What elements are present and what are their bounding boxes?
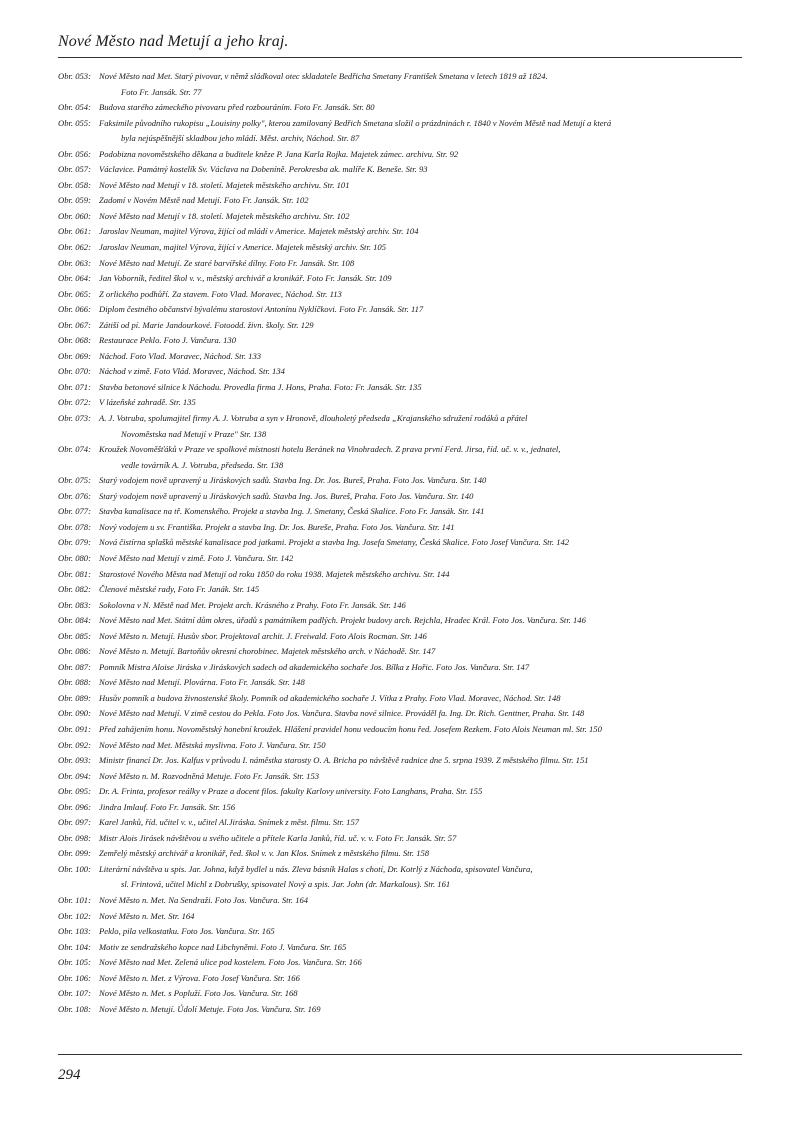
figure-number: Obr. 105: [58, 957, 91, 968]
caption-entry [58, 955, 748, 971]
caption-text [99, 69, 748, 100]
figure-number: Obr. 074: [58, 444, 91, 455]
caption-text [99, 815, 748, 831]
caption-entry [58, 364, 748, 380]
caption-text [99, 411, 748, 442]
caption-continuation-line: Foto Fr. Jansák. Str. 77 [121, 86, 202, 97]
caption-text [99, 629, 748, 645]
caption-entry [58, 769, 748, 785]
caption-entry [58, 831, 748, 847]
caption-line: Pomník Mistra Aloise Jiráska v Jiráskových sadech od akademického sochaře Jos. Bílka z Hořic. Foto Jos. Vančura. Str. 147 [99, 661, 530, 672]
caption-entry [58, 675, 748, 691]
caption-text [99, 349, 748, 365]
caption-entry [58, 271, 748, 287]
caption-text [99, 831, 748, 847]
figure-number: Obr. 063: [58, 257, 91, 268]
caption-line: Restaurace Peklo. Foto J. Vančura. 130 [99, 335, 236, 346]
figure-number: Obr. 107: [58, 988, 91, 999]
figure-number: Obr. 066: [58, 304, 91, 315]
caption-text [99, 644, 748, 660]
caption-entry [58, 504, 748, 520]
caption-text [99, 675, 748, 691]
caption-text [99, 706, 748, 722]
caption-line: Husův pomník a budova živnostenské školy. Pomník od akademického sochaře J. Vítka z Prahy. Foto Vlad. Moravec, Náchod. Str. 148 [99, 692, 561, 703]
caption-entry [58, 411, 748, 442]
figure-number: Obr. 086: [58, 646, 91, 657]
caption-line: Sokolovna v N. Městě nad Met. Projekt arch. Krásného z Prahy. Foto Fr. Jansák. Str. 146 [99, 599, 406, 610]
caption-line: Zátiší od pí. Marie Jandourkové. Fotoodd. živn. školy. Str. 129 [99, 319, 314, 330]
figure-number: Obr. 068: [58, 335, 91, 346]
figure-number: Obr. 079: [58, 537, 91, 548]
caption-text [99, 395, 748, 411]
caption-line: Nové Město n. Met. s Popluží. Foto Jos. Vančura. Str. 168 [99, 988, 298, 999]
caption-entry [58, 738, 748, 754]
caption-line: Nové Město n. Met. Na Sendraži. Foto Jos. Vančura. Str. 164 [99, 894, 309, 905]
caption-text [99, 147, 748, 163]
caption-line: Nové Město nad Met. Státní dům okres, úřadů s památníkem padlých. Projekt budovy arch. Rejchla, Hradec Král. Foto Jos. Vančura. Str. 146 [99, 615, 586, 626]
page-header-title: Nové Město nad Metují a jeho kraj. [58, 33, 289, 50]
caption-entry [58, 644, 748, 660]
caption-line: Nové Město n. Metují. Husův sbor. Projektoval archit. J. Freiwald. Foto Alois Rocman. Str. 146 [99, 630, 427, 641]
figure-number: Obr. 072: [58, 397, 91, 408]
caption-line: Diplom čestného občanství bývalému starostovi Antonínu Nyklíčkovi. Foto Fr. Jansák. Str. 117 [99, 304, 424, 315]
caption-entry [58, 660, 748, 676]
caption-line: Nové Město nad Met. Starý pivovar, v němž sládkoval otec skladatele Bedřicha Smetany František Smetana v letech 1819 až 1824. [99, 71, 548, 81]
caption-line: Před zahájením honu. Novoměstský honební kroužek. Hlášení pravidel honu vedoucím honu řed. Josefem Rezkem. Foto Alois Neuman ml. Str. 150 [99, 723, 602, 734]
figure-number: Obr. 060: [58, 210, 91, 221]
caption-line: Zadomí v Novém Městě nad Metují. Foto Fr. Jansák. Str. 102 [99, 195, 309, 206]
caption-line: Peklo, pila velkostatku. Foto Jos. Vančura. Str. 165 [99, 926, 275, 937]
figure-number: Obr. 096: [58, 801, 91, 812]
figure-number: Obr. 070: [58, 366, 91, 377]
caption-text [99, 489, 748, 505]
caption-entry [58, 302, 748, 318]
caption-text [99, 178, 748, 194]
figure-number: Obr. 106: [58, 972, 91, 983]
caption-text [99, 971, 748, 987]
figure-number: Obr. 108: [58, 1003, 91, 1014]
caption-line: Jan Voborník, ředitel škol v. v., městský archivář a kronikář. Foto Fr. Jansák. Str. 109 [99, 273, 392, 284]
caption-continuation-line: vedle továrník A. J. Votruba, předseda. Str. 138 [121, 459, 284, 470]
caption-line: Nové Město nad Metují v 18. století. Majetek městského archivu. Str. 102 [99, 210, 350, 221]
figure-number: Obr. 069: [58, 350, 91, 361]
caption-text [99, 240, 748, 256]
figure-number: Obr. 059: [58, 195, 91, 206]
figure-number: Obr. 094: [58, 770, 91, 781]
caption-entry [58, 162, 748, 178]
caption-text [99, 473, 748, 489]
figure-number: Obr. 095: [58, 786, 91, 797]
caption-line: Zemřelý městský archivář a kronikář, řed. škol v. v. Jan Klos. Snímek z městského filmu. Str. 158 [99, 848, 430, 859]
caption-entry [58, 909, 748, 925]
caption-entry [58, 442, 748, 473]
caption-line: Ministr financí Dr. Jos. Kalfus v průvodu I. náměstka starosty O. A. Bricha po návštěvě radnice dne 5. srpna 1939. Z městského filmu. Str. 151 [99, 755, 589, 766]
caption-line: Nové Město nad Met. Městská myslivna. Foto J. Vančura. Str. 150 [99, 739, 326, 750]
figure-number: Obr. 055: [58, 117, 91, 128]
caption-entry [58, 520, 748, 536]
caption-text [99, 287, 748, 303]
figure-number: Obr. 091: [58, 723, 91, 734]
caption-entry [58, 100, 748, 116]
figure-number: Obr. 058: [58, 179, 91, 190]
header-divider [58, 57, 742, 58]
caption-entry [58, 489, 748, 505]
figure-number: Obr. 093: [58, 755, 91, 766]
caption-entry [58, 815, 748, 831]
caption-text [99, 691, 748, 707]
figure-number: Obr. 078: [58, 521, 91, 532]
caption-continuation-line: sl. Frintová, učitel Michl z Dobrušky, spisovatel Nový a spis. Jar. John (dr. Markalous). Str. 161 [121, 879, 451, 890]
caption-line: V lázeňské zahradě. Str. 135 [99, 397, 196, 408]
caption-text [99, 722, 748, 738]
caption-line: Kroužek Novoměšťáků v Praze ve spolkové místnosti hotelu Beránek na Vinohradech. Z prava první Ferd. Jirsa, říd. uč. v. v., jednatel, [99, 444, 561, 455]
figure-number: Obr. 099: [58, 848, 91, 859]
caption-text [99, 800, 748, 816]
caption-entry [58, 535, 748, 551]
caption-entry [58, 395, 748, 411]
figure-number: Obr. 087: [58, 661, 91, 672]
caption-line: Faksimile původního rukopisu „Louisiny polky", kterou zamilovaný Bedřich Smetana složil o prázdninách r. 1840 v Novém Městě nad Metují a která [99, 117, 612, 128]
caption-entry [58, 551, 748, 567]
figure-number: Obr. 090: [58, 708, 91, 719]
figure-number: Obr. 064: [58, 273, 91, 284]
caption-text [99, 116, 748, 147]
caption-entry [58, 209, 748, 225]
caption-text [99, 1002, 748, 1018]
figure-number: Obr. 092: [58, 739, 91, 750]
caption-line: A. J. Votruba, spolumajitel firmy A. J. Votruba a syn v Hronově, dlouholetý předseda „Krajanského sdružení rodáků a přátel [99, 413, 528, 424]
figure-number: Obr. 075: [58, 475, 91, 486]
figure-number: Obr. 100: [58, 863, 91, 874]
caption-line: Nové Město n. Metují. Údolí Metuje. Foto Jos. Vančura. Str. 169 [99, 1003, 321, 1014]
caption-entry [58, 722, 748, 738]
caption-text [99, 784, 748, 800]
figure-number: Obr. 089: [58, 692, 91, 703]
footer-divider [58, 1054, 742, 1055]
figure-number: Obr. 053: [58, 71, 91, 81]
figure-number: Obr. 081: [58, 568, 91, 579]
caption-line: Starostové Nového Města nad Metují od roku 1850 do roku 1938. Majetek městského archivu. Str. 144 [99, 568, 450, 579]
figure-number: Obr. 102: [58, 910, 91, 921]
caption-text [99, 224, 748, 240]
caption-entry [58, 333, 748, 349]
caption-entry [58, 971, 748, 987]
caption-text [99, 551, 748, 567]
caption-entry [58, 1002, 748, 1018]
figure-number: Obr. 098: [58, 832, 91, 843]
figure-number: Obr. 097: [58, 817, 91, 828]
caption-text [99, 862, 748, 893]
figure-number: Obr. 082: [58, 584, 91, 595]
caption-line: Nové Město nad Metují. Ze staré barvířské dílny. Foto Fr. Jansák. Str. 108 [99, 257, 355, 268]
caption-line: Budova starého zámeckého pivovaru před rozbouráním. Foto Fr. Jansák. Str. 80 [99, 102, 375, 113]
caption-entry [58, 147, 748, 163]
caption-text [99, 598, 748, 614]
figure-number: Obr. 088: [58, 677, 91, 688]
caption-line: Členové městské rady, Foto Fr. Janák. Str. 145 [99, 584, 260, 595]
caption-line: Náchod. Foto Vlad. Moravec, Náchod. Str. 133 [99, 350, 262, 361]
figure-caption-list [58, 69, 748, 1017]
caption-line: Motiv ze sendražského kopce nad Libchyněmi. Foto J. Vančura. Str. 165 [99, 941, 347, 952]
figure-number: Obr. 071: [58, 381, 91, 392]
caption-entry [58, 598, 748, 614]
caption-entry [58, 178, 748, 194]
caption-text [99, 613, 748, 629]
caption-continuation-line: Novoměstska nad Metují v Praze" Str. 138 [121, 428, 267, 439]
caption-text [99, 535, 748, 551]
caption-entry [58, 800, 748, 816]
caption-text [99, 302, 748, 318]
caption-entry [58, 986, 748, 1002]
caption-entry [58, 256, 748, 272]
caption-entry [58, 116, 748, 147]
caption-text [99, 271, 748, 287]
caption-entry [58, 193, 748, 209]
caption-continuation-line: byla nejúspěšnější skladbou jeho mládí. Měst. archiv, Náchod. Str. 87 [121, 133, 360, 144]
caption-text [99, 318, 748, 334]
caption-text [99, 442, 748, 473]
caption-line: Nová čistírna splašků městské kanalisace pod jatkami. Projekt a stavba Ing. Josefa Smetany, Česká Skalice. Foto Josef Vančura. Str. 142 [99, 537, 570, 548]
caption-line: Nové Město n. Metují. Bartoňův okresní chorobinec. Majetek městského arch. v Náchodě. Str. 147 [99, 646, 436, 657]
caption-line: Nové Město nad Metují v zimě. Foto J. Vančura. Str. 142 [99, 552, 294, 563]
caption-line: Podobizna novoměstského děkana a buditele kněze P. Jana Karla Rojka. Majetek zámec. archivu. Str. 92 [99, 148, 459, 159]
caption-entry [58, 753, 748, 769]
caption-text [99, 924, 748, 940]
caption-text [99, 753, 748, 769]
caption-entry [58, 629, 748, 645]
caption-entry [58, 318, 748, 334]
caption-line: Nové Město nad Metují. Plovárna. Foto Fr. Jansák. Str. 148 [99, 677, 305, 688]
caption-line: Karel Janků, říd. učitel v. v., učitel Al.Jiráska. Snímek z měst. filmu. Str. 157 [99, 817, 360, 828]
caption-entry [58, 862, 748, 893]
caption-entry [58, 940, 748, 956]
caption-text [99, 893, 748, 909]
figure-number: Obr. 104: [58, 941, 91, 952]
caption-line: Nové Město n. Met. Str. 164 [99, 910, 195, 921]
caption-line: Václavice. Památný kostelík Sv. Václava na Dobeníně. Perokresba ak. malíře K. Beneše. Str. 93 [99, 164, 428, 175]
caption-text [99, 986, 748, 1002]
caption-text [99, 364, 748, 380]
caption-line: Z orlického podhůří. Za stavem. Foto Vlad. Moravec, Náchod. Str. 113 [99, 288, 342, 299]
caption-line: Stavba kanalisace na tř. Komenského. Projekt a stavba Ing. J. Smetany, Česká Skalice. Foto Fr. Jansák. Str. 141 [99, 506, 485, 517]
caption-line: Nové Město nad Met. Zelená ulice pod kostelem. Foto Jos. Vančura. Str. 166 [99, 957, 362, 968]
caption-text [99, 846, 748, 862]
caption-entry [58, 706, 748, 722]
caption-text [99, 193, 748, 209]
caption-text [99, 333, 748, 349]
caption-entry [58, 613, 748, 629]
caption-entry [58, 240, 748, 256]
caption-line: Literární návštěva u spis. Jar. Johna, když bydlel u nás. Zleva básník Halas s chotí, Dr. Kotrlý z Náchoda, spisovatel Vančura, [99, 863, 533, 874]
caption-line: Starý vodojem nově upravený u Jiráskových sadů. Stavba Ing. Jos. Bureš, Praha. Foto Jos. Vančura. Str. 140 [99, 490, 474, 501]
caption-entry [58, 691, 748, 707]
figure-number: Obr. 073: [58, 413, 91, 424]
figure-number: Obr. 057: [58, 164, 91, 175]
caption-entry [58, 567, 748, 583]
caption-text [99, 162, 748, 178]
caption-line: Nové Město nad Metují v 18. století. Majetek městského archivu. Str. 101 [99, 179, 350, 190]
caption-line: Jaroslav Neuman, majitel Výrova, žijící od mládí v Americe. Majetek městský archiv. Str. 104 [99, 226, 419, 237]
figure-number: Obr. 062: [58, 242, 91, 253]
caption-entry [58, 69, 748, 100]
caption-entry [58, 287, 748, 303]
figure-number: Obr. 101: [58, 894, 91, 905]
caption-entry [58, 924, 748, 940]
caption-entry [58, 380, 748, 396]
caption-entry [58, 473, 748, 489]
caption-entry [58, 846, 748, 862]
figure-number: Obr. 061: [58, 226, 91, 237]
caption-text [99, 504, 748, 520]
page-number: 294 [58, 1067, 81, 1083]
caption-line: Jindra Imlauf. Foto Fr. Jansák. Str. 156 [99, 801, 236, 812]
caption-text [99, 940, 748, 956]
caption-text [99, 567, 748, 583]
caption-text [99, 380, 748, 396]
caption-line: Jaroslav Neuman, majitel Výrova, žijící v Americe. Majetek městský archiv. Str. 105 [99, 242, 387, 253]
figure-number: Obr. 080: [58, 552, 91, 563]
caption-text [99, 520, 748, 536]
caption-text [99, 660, 748, 676]
caption-text [99, 209, 748, 225]
figure-number: Obr. 067: [58, 319, 91, 330]
figure-number: Obr. 085: [58, 630, 91, 641]
figure-number: Obr. 083: [58, 599, 91, 610]
caption-entry [58, 349, 748, 365]
caption-line: Nové Město n. M. Rozvodněná Metuje. Foto Fr. Jansák. Str. 153 [99, 770, 320, 781]
caption-text [99, 582, 748, 598]
caption-text [99, 100, 748, 116]
figure-number: Obr. 077: [58, 506, 91, 517]
caption-entry [58, 784, 748, 800]
figure-number: Obr. 084: [58, 615, 91, 626]
caption-entry [58, 224, 748, 240]
caption-line: Dr. A. Frinta, profesor reálky v Praze a docent filos. fakulty Karlovy university. Foto Langhans, Praha. Str. 155 [99, 786, 483, 797]
figure-number: Obr. 054: [58, 102, 91, 113]
caption-line: Stavba betonové silnice k Náchodu. Provedla firma J. Hons, Praha. Foto: Fr. Jansák. Str. 135 [99, 381, 422, 392]
figure-number: Obr. 065: [58, 288, 91, 299]
caption-text [99, 256, 748, 272]
caption-text [99, 769, 748, 785]
caption-line: Nové Město n. Met. z Výrova. Foto Josef Vančura. Str. 166 [99, 972, 300, 983]
caption-line: Mistr Alois Jirásek návštěvou u svého učitele a přítele Karla Janků, říd. uč. v. v. Foto Fr. Jansák. Str. 57 [99, 832, 457, 843]
caption-line: Starý vodojem nově upravený u Jiráskových sadů. Stavba Ing. Dr. Jos. Bureš, Praha. Foto Jos. Vančura. Str. 140 [99, 475, 487, 486]
caption-entry [58, 582, 748, 598]
caption-entry [58, 893, 748, 909]
caption-line: Náchod v zimě. Foto Vlád. Moravec, Náchod. Str. 134 [99, 366, 285, 377]
figure-number: Obr. 076: [58, 490, 91, 501]
figure-number: Obr. 103: [58, 926, 91, 937]
figure-number: Obr. 056: [58, 148, 91, 159]
caption-text [99, 955, 748, 971]
caption-text [99, 909, 748, 925]
caption-line: Nové Město nad Metují. V zimě cestou do Pekla. Foto Jos. Vančura. Stavba nové silnice. Prováděl fa. Ing. Dr. Rich. Genttner, Praha. Str. 148 [99, 708, 585, 719]
caption-line: Nový vodojem u sv. Františka. Projekt a stavba Ing. Dr. Jos. Bureše, Praha. Foto Jos. Vančura. Str. 141 [99, 521, 455, 532]
caption-text [99, 738, 748, 754]
